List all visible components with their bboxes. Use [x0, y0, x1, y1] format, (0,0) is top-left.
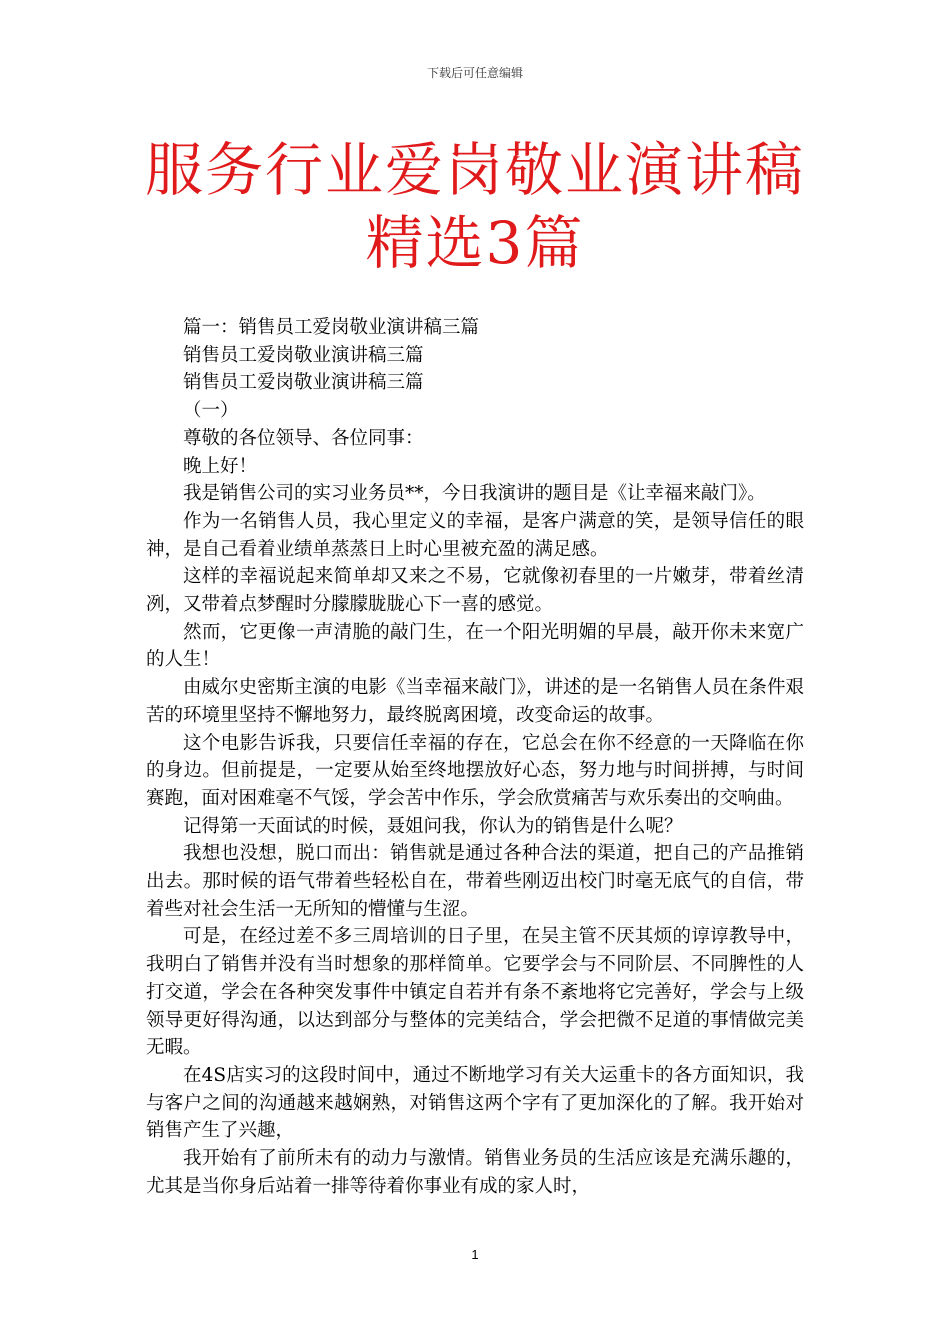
paragraph-subtitle: 销售员工爱岗敬业演讲稿三篇 [183, 344, 424, 366]
paragraph: 我开始有了前所未有的动力与激情。销售业务员的生活应该是充满乐趣的，尤其是当你身后站着一排等待着你事业有成的家人时， [146, 1148, 804, 1197]
header-note: 下载后可任意编辑 [426, 66, 523, 80]
paragraph-salutation: 尊敬的各位领导、各位同事： [183, 427, 424, 449]
page-number: 1 [471, 1247, 479, 1262]
paragraph: 然而，它更像一声清脆的敲门生，在一个阳光明媚的早晨，敲开你未来宽广的人生！ [146, 621, 804, 671]
paragraph: 由威尔史密斯主演的电影《当幸福来敲门》，讲述的是一名销售人员在条件艰苦的环境里坚持不懈地努力，最终脱离困境，改变命运的故事。 [146, 677, 804, 726]
paragraph: 可是，在经过差不多三周培训的日子里，在吴主管不厌其烦的谆谆教导中，我明白了销售并没有当时想象的那样简单。它要学会与不同阶层、不同脾性的人打交道，学会在各种突发事件中镇定自若并有条不紊地将它完善好，学会与上级领导更好得沟通，以达到部分与整体的完美结合，学会把微不足道的事情做完美无暇。 [146, 926, 804, 1059]
document-title-line-2: 精选3篇 [365, 209, 585, 277]
paragraph: 记得第一天面试的时候，聂姐问我，你认为的销售是什么呢？ [183, 815, 683, 837]
paragraph: 这个电影告诉我，只要信任幸福的存在，它总会在你不经意的一天降临在你的身边。但前提是，一定要从始至终地摆放好心态，努力地与时间拼搏，与时间赛跑，面对困难毫不气馁，学会苦中作乐，学会欣赏痛苦与欢乐奏出的交响曲。 [146, 732, 804, 809]
paragraph: 这样的幸福说起来简单却又来之不易，它就像初春里的一片嫩芽，带着丝清冽，又带着点梦醒时分朦朦胧胧心下一喜的感觉。 [146, 566, 804, 616]
paragraph-part-marker: （一） [183, 400, 239, 422]
paragraph: 我想也没想，脱口而出：销售就是通过各种合法的渠道，把自己的产品推销出去。那时候的语气带着些轻松自在，带着些刚迈出校门时毫无底气的自信，带着些对社会生活一无所知的懵懂与生涩。 [146, 843, 804, 920]
document-title-line-1: 服务行业爱岗敬业演讲稿 [144, 136, 805, 204]
paragraph: 作为一名销售人员，我心里定义的幸福，是客户满意的笑，是领导信任的眼神，是自己看着业绩单蒸蒸日上时心里被充盈的满足感。 [146, 510, 804, 560]
paragraph-subtitle: 销售员工爱岗敬业演讲稿三篇 [183, 372, 424, 394]
paragraph: 在4S店实习的这段时间中，通过不断地学习有关大运重卡的各方面知识，我与客户之间的沟通越来越娴熟，对销售这两个字有了更加深化的了解。我开始对销售产生了兴趣， [146, 1064, 804, 1142]
document-body [146, 314, 804, 1201]
paragraph-greeting: 晚上好！ [183, 455, 258, 477]
paragraph-section-heading: 篇一：销售员工爱岗敬业演讲稿三篇 [183, 317, 480, 338]
paragraph: 我是销售公司的实习业务员**，今日我演讲的题目是《让幸福来敲门》。 [183, 483, 766, 505]
